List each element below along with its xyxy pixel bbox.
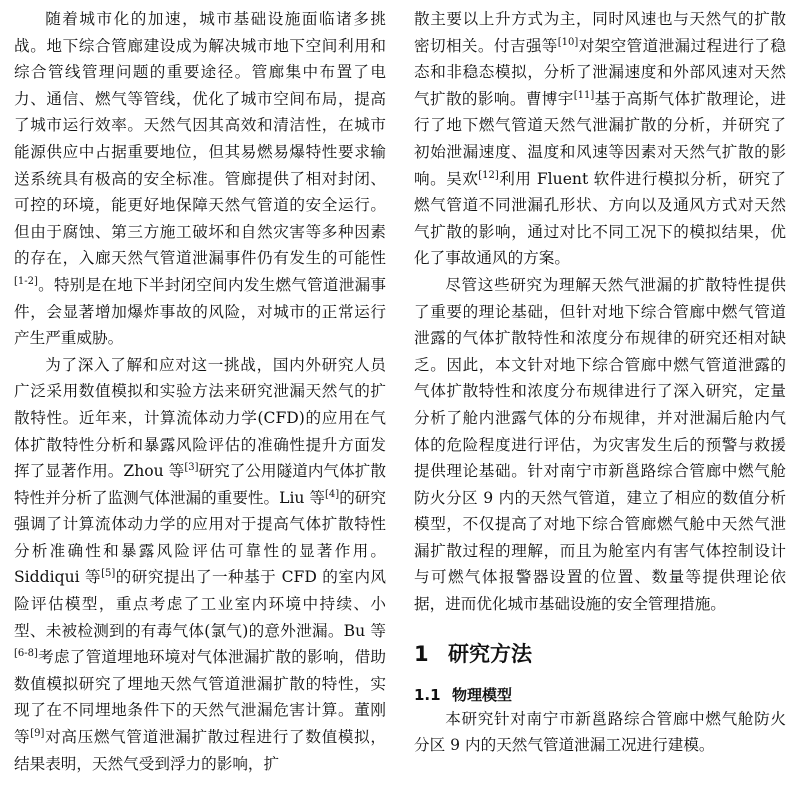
text-run: 散主要以上升方式为主，同时风速也与天然气的扩散密切相关。付吉强等 — [414, 10, 786, 55]
paragraph-intro — [14, 6, 386, 352]
text-run: 随着城市化的加速，城市基础设施面临诸多挑战。地下综合管廊建设成为解决城市地下空间利用和综合管线管理问题的重要途径。管廊集中布置了电力、通信、燃气等管线，优化了城市空间布局，提高了城市运行效率。天然气因其高效和清洁性，在城市能源供应中占据重要地位，但其易燃易爆特性要求输送系统具有极高的安全标准。管廊提供了相对封闭、可控的环境，能更好地保障天然气管道的安全运行。但由于腐蚀、第三方施工破坏和自然灾害等多种因素的存在，入廊天然气管道泄漏事件仍有发生的可能性 — [14, 10, 386, 268]
subsection-number: 1.1 — [414, 685, 441, 704]
text-run: 对高压燃气管道泄漏扩散过程进行了数值模拟，结果表明，天然气受到浮力的影响，扩 — [14, 728, 386, 773]
citation-ref: [9] — [30, 727, 45, 739]
section-title: 研究方法 — [448, 641, 532, 666]
subsection-heading — [414, 684, 786, 706]
section-number: 1 — [414, 641, 429, 666]
citation-ref: [6-8] — [14, 648, 38, 660]
text-run: 基于高斯气体扩散理论，进行了地下燃气管道天然气泄漏扩散的分析，并研究了初始泄漏速度、温度和风速等因素对天然气扩散的影响。吴欢 — [414, 89, 786, 188]
right-column — [414, 6, 786, 759]
paragraph-objectives: 尽管这些研究为理解天然气泄漏的扩散特性提供了重要的理论基础，但针对地下综合管廊中燃气管道泄露的气体扩散特性和浓度分布规律的研究还相对缺乏。因此，本文针对地下综合管廊中燃气管道泄露的气体扩散特性和浓度分布规律进行了深入研究，定量分析了舱内泄露气体的分布规律，并对泄漏后舱内气体的危险程度进行评估，为灾害发生后的预警与救援提供理论基础。针对南宁市新邕路综合管廊中燃气舱防火分区 9 内的天然气管道，建立了相应的数值分析模型，不仅提高了对地下综合管廊燃气舱中天然气泄漏扩散过程的理解，而且为舱室内有害气体控制设计与可燃气体报警器设置的位置、数量等提供理论依据，进而优化城市基础设施的安全管理措施。 — [414, 275, 786, 614]
citation-ref: [12] — [478, 169, 499, 181]
text-run: 对架空管道泄漏过程进行了稳态和非稳态模拟，分析了泄漏速度和外部风速对天然气扩散的影响。曹博宇 — [414, 36, 786, 108]
text-run: 的研究提出了一种基于 CFD 的室内风险评估模型，重点考虑了工业室内环境中持续、小型、未被检测到的有毒气体(氯气)的意外泄漏。Bu 等 — [14, 568, 386, 640]
citation-ref: [3] — [184, 461, 199, 473]
text-run: 。特别是在地下半封闭空间内发生燃气管道泄漏事件，会显著增加爆炸事故的风险，对城市的正常运行产生严重威胁。 — [14, 275, 386, 348]
text-run: 为了深入了解和应对这一挑战，国内外研究人员广泛采用数值模拟和实验方法来研究泄漏天然气的扩散特性。近年来，计算流体动力学(CFD)的应用在气体扩散特性分析和暴露风险评估的准确性提升方面发挥了显著作用。Zhou 等 — [14, 355, 386, 481]
text-run: 考虑了管道埋地环境对气体泄漏扩散的影响，借助数值模拟研究了埋地天然气管道泄漏扩散的特性，实现了在不同埋地条件下的天然气泄漏危害计算。董刚等 — [14, 648, 386, 747]
subsection-title: 物理模型 — [452, 685, 513, 704]
section-heading — [414, 640, 786, 668]
text-run: 的研究强调了计算流体动力学的应用对于提高气体扩散特性分析准确性和暴露风险评估可靠性的显著作用。Siddiqui 等 — [14, 488, 386, 587]
paragraph-literature — [14, 352, 386, 778]
left-column — [14, 6, 386, 777]
citation-ref: [10] — [557, 36, 579, 48]
citation-ref: [11] — [573, 89, 595, 101]
citation-ref: [5] — [101, 568, 116, 580]
citation-ref: [1-2] — [14, 275, 38, 287]
text-run: 利用 Fluent 软件进行模拟分析，研究了燃气管道不同泄漏孔形状、方向以及通风方式对天然气扩散的影响，通过对比不同工况下的模拟结果，优化了事故通风的方案。 — [414, 169, 786, 268]
paragraph-model: 本研究针对南宁市新邕路综合管廊中燃气舱防火分区 9 内的天然气管道泄漏工况进行建模。 — [414, 709, 786, 755]
citation-ref: [4] — [325, 488, 340, 500]
text-run: 研究了公用隧道内气体扩散特性并分析了监测气体泄漏的重要性。Liu 等 — [14, 462, 386, 507]
paragraph-literature-continued — [414, 6, 786, 272]
